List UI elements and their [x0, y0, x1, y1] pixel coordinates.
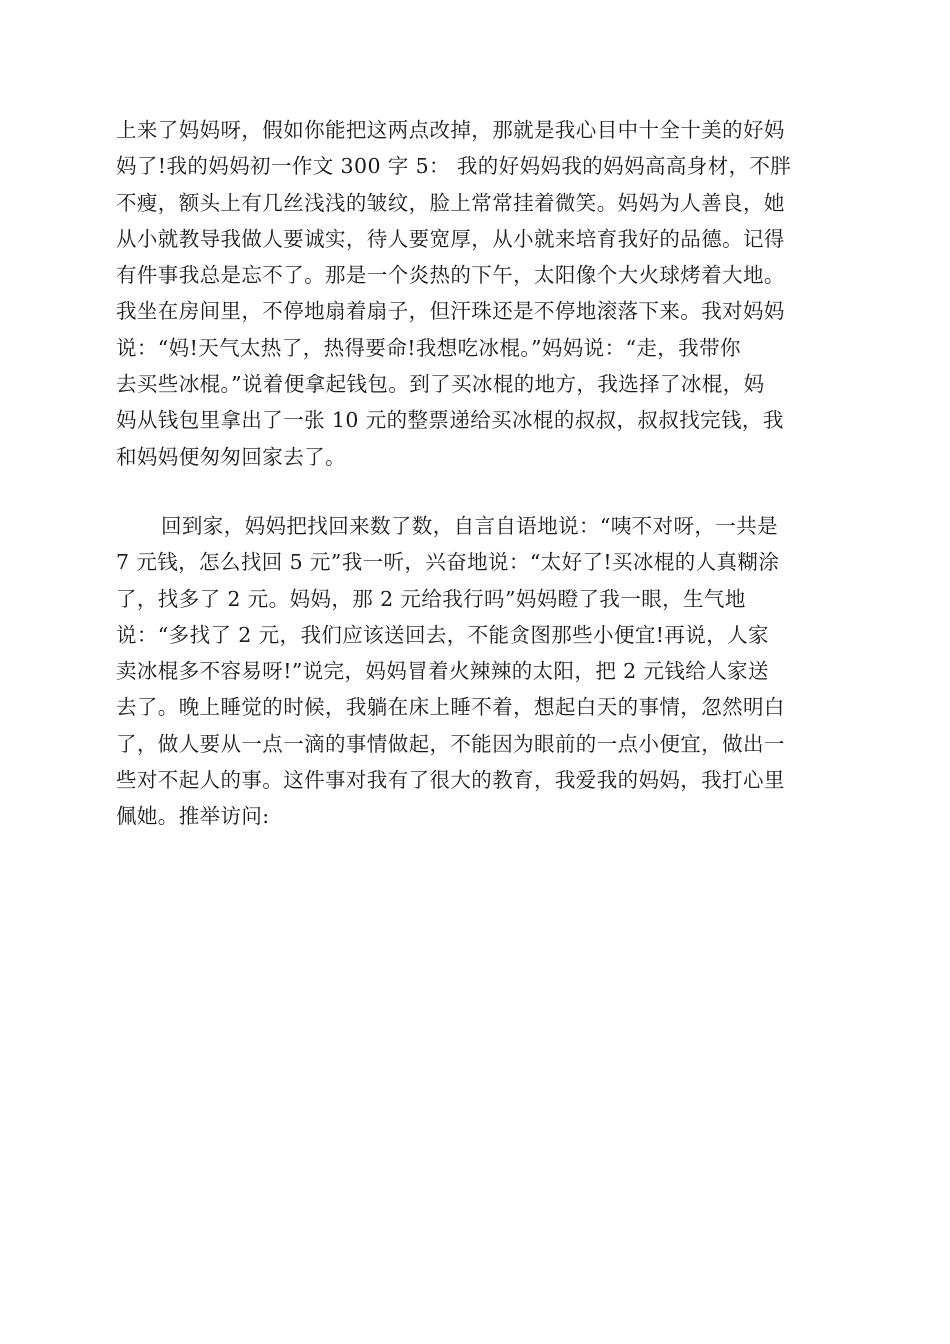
text-line: 有件事我总是忘不了。那是一个炎热的下午，太阳像个大火球烤着大地。 [116, 263, 785, 288]
text-line: 卖冰棍多不容易呀!”说完，妈妈冒着火辣辣的太阳，把 2 元钱给人家送 [116, 659, 769, 684]
text-line: 去了。晚上睡觉的时候，我躺在床上睡不着，想起白天的事情，忽然明白 [116, 695, 785, 720]
text-line: 佩她。推举访问: [116, 804, 270, 829]
text-line: 我坐在房间里，不停地扇着扇子，但汗珠还是不停地滚落下来。我对妈妈 [116, 299, 785, 324]
text-line: 7 元钱，怎么找回 5 元”我一听，兴奋地说：“太好了!买冰棍的人真糊涂 [116, 550, 780, 575]
text-line: 了，做人要从一点一滴的事情做起，不能因为眼前的一点小便宜，做出一 [116, 731, 785, 756]
text-line: 从小就教导我做人要诚实，待人要宽厚，从小就来培育我好的品德。记得 [116, 226, 785, 251]
text-line: 去买些冰棍。”说着便拿起钱包。到了买冰棍的地方，我选择了冰棍，妈 [116, 372, 765, 397]
text-line: 说：“妈!天气太热了，热得要命!我想吃冰棍。”妈妈说：“走，我带你 [116, 335, 741, 360]
text-line: 上来了妈妈呀，假如你能把这两点改掉，那就是我心目中十全十美的好妈 [116, 118, 785, 142]
text-line: 妈了!我的妈妈初一作文 300 字 5： 我的好妈妈我的妈妈高高身材，不胖 [116, 154, 792, 179]
text-line: 和妈妈便匆匆回家去了。 [116, 444, 346, 469]
text-line: 了，找多了 2 元。妈妈，那 2 元给我行吗”妈妈瞪了我一眼，生气地 [116, 586, 746, 611]
text-line: 不瘦，额头上有几丝浅浅的皱纹，脸上常常挂着微笑。妈妈为人善良，她 [116, 190, 785, 215]
paragraph-2 [116, 508, 836, 835]
text-line: 说：“多找了 2 元，我们应该送回去，不能贪图那些小便宜!再说，人家 [116, 622, 769, 647]
text-line: 回到家，妈妈把找回来数了数，自言自语地说：“咦不对呀，一共是 [161, 514, 778, 538]
text-line: 妈从钱包里拿出了一张 10 元的整票递给买冰棍的叔叔，叔叔找完钱，我 [116, 408, 784, 433]
text-line: 些对不起人的事。这件事对我有了很大的教育，我爱我的妈妈，我打心里 [116, 768, 785, 793]
paragraph-1 [116, 112, 836, 475]
